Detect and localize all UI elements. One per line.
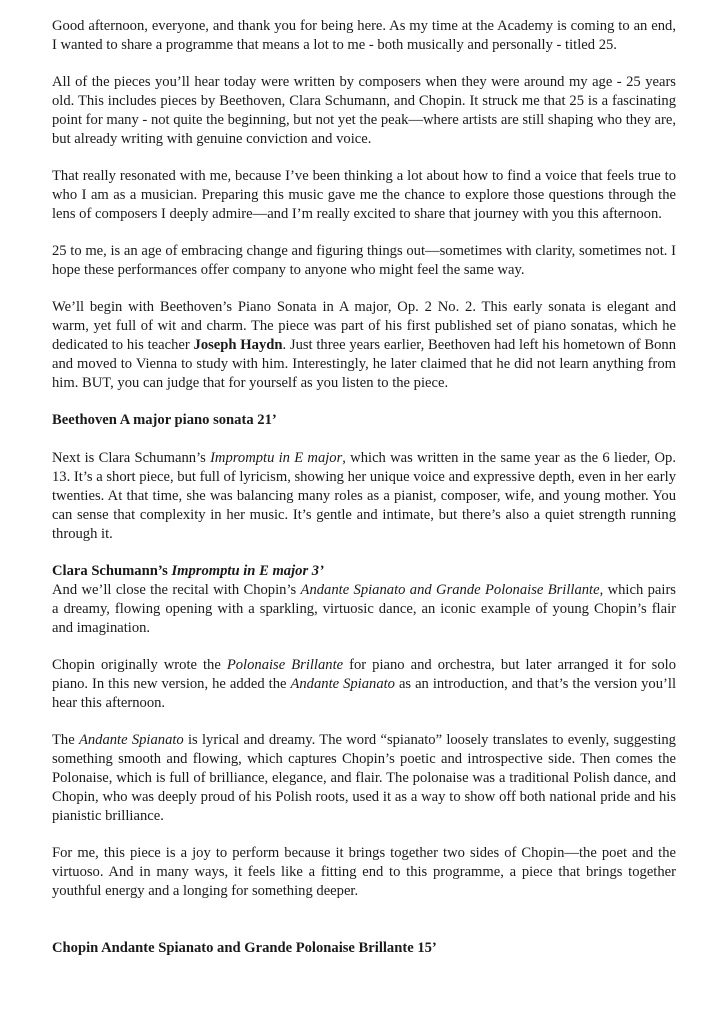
paragraph-andante-spianato (52, 731, 676, 826)
paragraph-schumann-intro (52, 449, 676, 544)
text-segment: as an introduction, and that’s the version you’ll hear this afternoon. (52, 676, 676, 711)
paragraph-chopin-versions (52, 656, 676, 713)
piece-heading-beethoven: Beethoven A major piano sonata 21’ (52, 412, 277, 428)
italic-title-polonaise: Polonaise Brillante (226, 657, 344, 673)
text-segment: Chopin originally wrote the (52, 657, 227, 673)
paragraph-embracing-change: 25 to me, is an age of embracing change and figuring things out—sometimes with clarity, sometimes not. I hope these performances offer company to anyone who might feel the same way. (52, 243, 676, 278)
text-segment: The (52, 732, 79, 748)
bold-name-haydn: Joseph Haydn (193, 337, 283, 353)
paragraph-welcome: Good afternoon, everyone, and thank you for being here. As my time at the Academy is coming to an end, I wanted to share a programme that means a lot to me - both musically and personally - titled 25. (52, 18, 676, 53)
paragraph-finding-voice: That really resonated with me, because I’ve been thinking a lot about how to find a voice that feels true to who I am as a musician. Preparing this music gave me the chance to explore those questions through the lens of composers I deeply admire—and I’m really excited to share that journey with you this afternoon. (52, 168, 676, 222)
piece-heading-chopin: Chopin Andante Spianato and Grande Polonaise Brillante 15’ (52, 940, 437, 956)
piece-heading-schumann (52, 562, 676, 581)
text-segment: And we’ll close the recital with Chopin’s (52, 582, 301, 598)
italic-title-andante: Andante Spianato (290, 676, 395, 692)
paragraph-beethoven-intro (52, 298, 676, 393)
paragraph-age-25: All of the pieces you’ll hear today were written by composers when they were around my age - 25 years old. This includes pieces by Beethoven, Clara Schumann, and Chopin. It struck me that 25 is a fascinating point for many - not quite the beginning, but not yet the peak—where artists are still shaping who they are, but already writing with genuine conviction and voice. (52, 74, 676, 147)
paragraph-chopin-intro (52, 581, 676, 638)
italic-title-impromptu: Impromptu in E major 3’ (171, 563, 324, 579)
italic-title-andante: Andante Spianato (78, 732, 184, 748)
paragraph-closing: For me, this piece is a joy to perform because it brings together two sides of Chopin—the poet and the virtuoso. And in many ways, it feels like a fitting end to this programme, a piece that brings together youthful energy and a longing for something deeper. (52, 845, 676, 899)
text-segment: Next is Clara Schumann’s (52, 450, 211, 466)
italic-title-impromptu: Impromptu in E major (210, 450, 343, 466)
text-segment: for piano and orchestra, but later arranged it for solo piano. In this new version, he added the (52, 657, 676, 692)
programme-notes-document (52, 17, 676, 958)
italic-title-andante-polonaise: Andante Spianato and Grande Polonaise Brillante (300, 582, 600, 598)
text-segment: , which pairs a dreamy, flowing opening with a sparkling, virtuosic dance, an iconic example of young Chopin’s flair and imagination. (52, 582, 676, 636)
text-segment: We’ll begin with Beethoven’s Piano Sonata in A major, Op. 2 No. 2. This early sonata is elegant and warm, yet full of wit and charm. The piece was part of his first published set of piano sonatas, which he dedicated to his teacher (52, 299, 676, 353)
text-segment: Clara Schumann’s (52, 563, 172, 579)
text-segment: . Just three years earlier, Beethoven had left his hometown of Bonn and moved to Vienna to study with him. Interestingly, he later claimed that he did not learn anything from him. BUT, you can judge that for yourself as you listen to the piece. (52, 337, 676, 391)
text-segment: is lyrical and dreamy. The word “spianato” loosely translates to evenly, suggesting something smooth and flowing, which captures Chopin’s poetic and introspective side. Then comes the Polonaise, which is full of brilliance, elegance, and flair. The polonaise was a traditional Polish dance, and Chopin, who was deeply proud of his Polish roots, used it as a way to show off both national pride and his pianistic brilliance. (52, 732, 676, 824)
text-segment: , which was written in the same year as the 6 lieder, Op. 13. It’s a short piece, but full of lyricism, showing her unique voice and expressive depth, even in her early twenties. At that time, she was balancing many roles as a pianist, composer, wife, and young mother. You can sense that complexity in her music. It’s gentle and intimate, but there’s also a quiet strength running through it. (52, 450, 676, 542)
